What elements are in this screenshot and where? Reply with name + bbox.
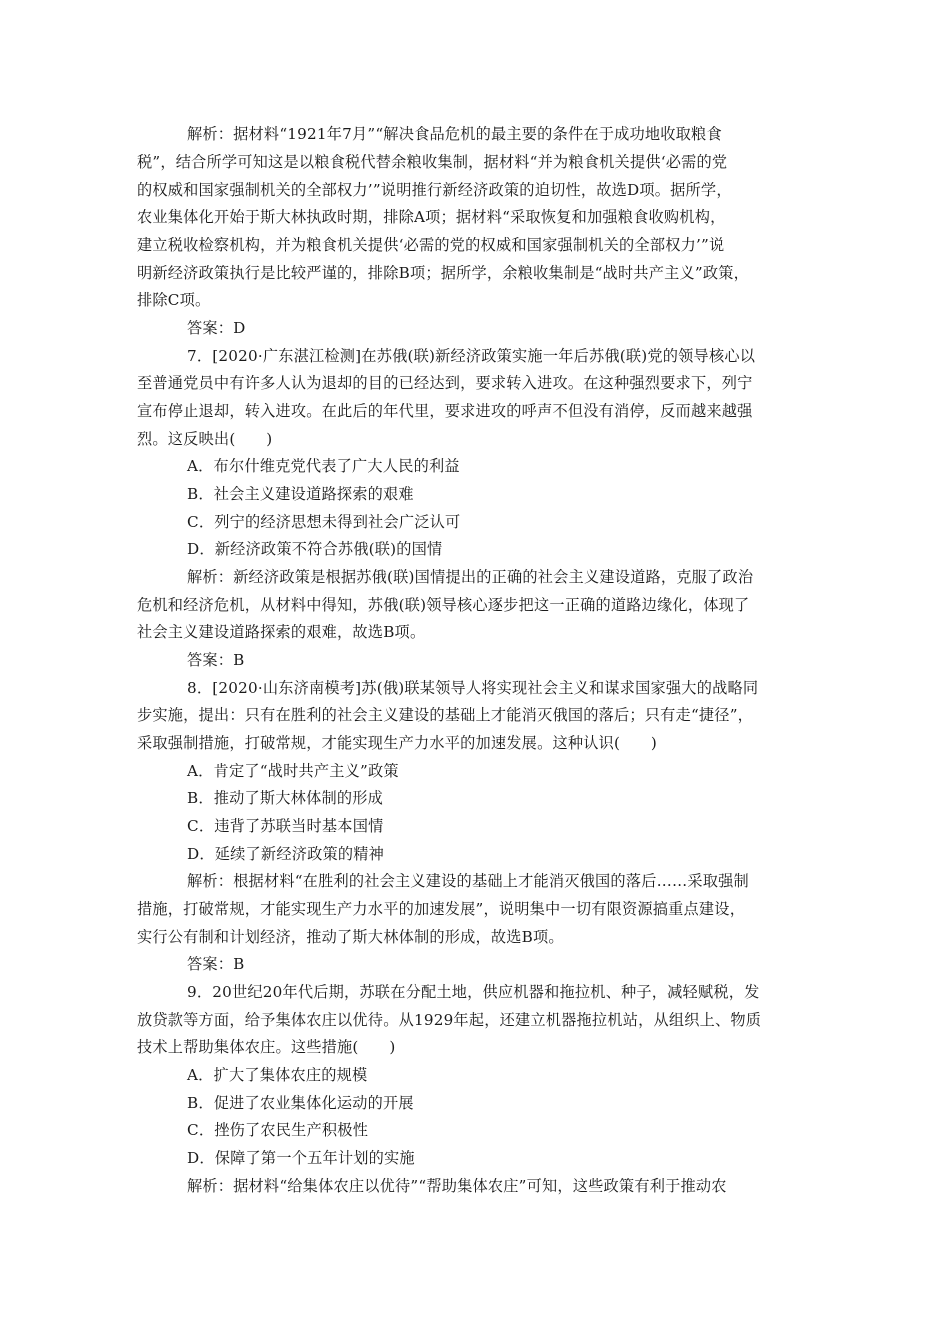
question-9-line-3: 技术上帮助集体农庄。这些措施( ) (137, 1038, 396, 1056)
analysis-9-line-1: 解析：据材料“给集体农庄以优待”“帮助集体农庄”可知，这些政策有利于推动农 (187, 1177, 727, 1195)
analysis-8-line-3: 实行公有制和计划经济，推动了斯大林体制的形成，故选B项。 (137, 928, 564, 946)
answer-7: 答案：B (187, 651, 245, 669)
question-8-option-d: D．延续了新经济政策的精神 (187, 845, 385, 863)
question-7-line-1: 7．[2020·广东湛江检测]在苏俄(联)新经济政策实施一年后苏俄(联)党的领导核心以 (187, 347, 756, 365)
analysis-7-line-1: 解析：新经济政策是根据苏俄(联)国情提出的正确的社会主义建设道路，克服了政治 (187, 568, 754, 586)
analysis-6-line-6: 明新经济政策执行是比较严谨的，排除B项；据所学，余粮收集制是“战时共产主义”政策， (137, 264, 750, 282)
analysis-8-line-2: 措施，打破常规，才能实现生产力水平的加速发展”，说明集中一切有限资源搞重点建设， (137, 900, 746, 918)
analysis-6-line-7: 排除C项。 (137, 291, 211, 309)
analysis-6-line-3: 的权威和国家强制机关的全部权力’”说明推行新经济政策的迫切性，故选D项。据所学， (137, 181, 732, 199)
analysis-7-line-2: 危机和经济危机，从材料中得知，苏俄(联)领导核心逐步把这一正确的道路边缘化，体现了 (137, 596, 750, 614)
analysis-6-line-1: 解析：据材料“1921年7月”“解决食品危机的最主要的条件在于成功地收取粮食 (187, 125, 722, 143)
question-8-option-c: C．违背了苏联当时基本国情 (187, 817, 384, 835)
question-8-option-a: A．肯定了“战时共产主义”政策 (187, 762, 399, 780)
question-8-option-b: B．推动了斯大林体制的形成 (187, 789, 384, 807)
analysis-6-line-2: 税”，结合所学可知这是以粮食税代替余粮收集制，据材料“并为粮食机关提供‘必需的党 (137, 153, 728, 171)
analysis-6-line-5: 建立税收检察机构，并为粮食机关提供‘必需的党的权威和国家强制机关的全部权力’”说 (137, 236, 725, 254)
question-7-option-c: C．列宁的经济思想未得到社会广泛认可 (187, 513, 461, 531)
question-9-option-c: C．挫伤了农民生产积极性 (187, 1121, 369, 1139)
question-7-option-a: A．布尔什维克党代表了广大人民的利益 (187, 457, 460, 475)
question-9-option-a: A．扩大了集体农庄的规模 (187, 1066, 368, 1084)
question-8-line-2: 步实施，提出：只有在胜利的社会主义建设的基础上才能消灭俄国的落后；只有走“捷径”， (137, 706, 754, 724)
answer-6: 答案：D (187, 319, 246, 337)
question-7-option-d: D．新经济政策不符合苏俄(联)的国情 (187, 540, 443, 558)
answer-8: 答案：B (187, 955, 245, 973)
question-8-line-3: 采取强制措施，打破常规，才能实现生产力水平的加速发展。这种认识( ) (137, 734, 658, 752)
question-9-line-1: 9．20世纪20年代后期，苏联在分配土地，供应机器和拖拉机、种子，减轻赋税，发 (187, 983, 760, 1001)
question-7-option-b: B．社会主义建设道路探索的艰难 (187, 485, 414, 503)
question-7-line-4: 烈。这反映出( ) (137, 430, 273, 448)
question-7-line-2: 至普通党员中有许多人认为退却的目的已经达到，要求转入进攻。在这种强烈要求下，列宁 (137, 374, 753, 392)
analysis-8-line-1: 解析：根据材料“在胜利的社会主义建设的基础上才能消灭俄国的落后……采取强制 (187, 872, 749, 890)
question-9-option-b: B．促进了农业集体化运动的开展 (187, 1094, 414, 1112)
analysis-7-line-3: 社会主义建设道路探索的艰难，故选B项。 (137, 623, 426, 641)
question-8-line-1: 8．[2020·山东济南模考]苏(俄)联某领导人将实现社会主义和谋求国家强大的战略同 (187, 679, 759, 697)
question-9-option-d: D．保障了第一个五年计划的实施 (187, 1149, 415, 1167)
question-7-line-3: 宣布停止退却，转入进攻。在此后的年代里，要求进攻的呼声不但没有消停，反而越来越强 (137, 402, 753, 420)
analysis-6-line-4: 农业集体化开始于斯大林执政时期，排除A项；据材料“采取恢复和加强粮食收购机构， (137, 208, 726, 226)
question-9-line-2: 放贷款等方面，给予集体农庄以优待。从1929年起，还建立机器拖拉机站，从组织上、物质 (137, 1011, 762, 1029)
